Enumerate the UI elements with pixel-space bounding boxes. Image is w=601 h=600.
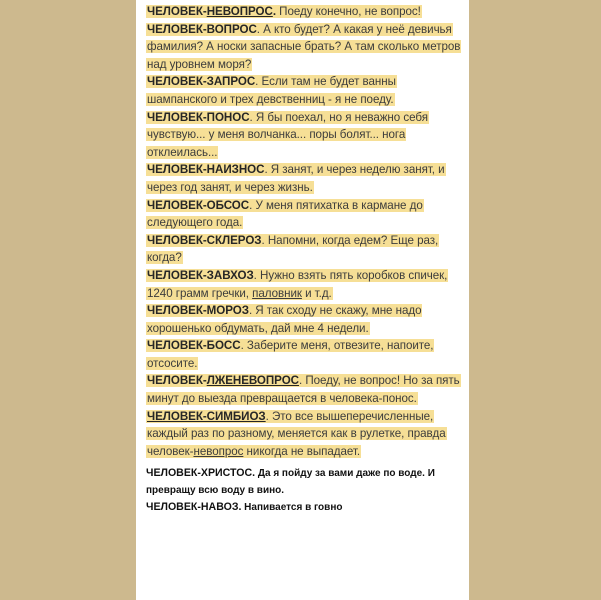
entry-term: ЧЕЛОВЕК-ЗАВХОЗ [147, 268, 254, 282]
underlined-word: паловник [252, 286, 302, 300]
entry-skleroz [146, 232, 464, 267]
entry-term: ЧЕЛОВЕК-МОРОЗ [147, 304, 249, 318]
entry-term: ЧЕЛОВЕК-СИМБИОЗ [147, 409, 266, 423]
entry-lzhenevopros [146, 372, 464, 407]
entry-definition: . Заберите меня, отвезите, напоите, отсосите. [147, 339, 434, 370]
entry-definition: . Поеду, не вопрос! Но за пять минут до выезда превращается в человека-понос. [147, 374, 460, 406]
entry-zavhoz: ЧЕЛОВЕК-ЗАВХОЗ. Нужно взять пять коробков спичек, 1240 грамм гречки, паловник и т.д. [147, 268, 448, 300]
entry-definition: Напивается в говно [241, 502, 343, 514]
entry-definition: . Я занят, и через неделю занят, и через год занят, и через жизнь. [147, 163, 445, 194]
entry-boss [146, 337, 464, 372]
underlined-word: ЛЖЕНЕВОПРОС [206, 374, 299, 388]
entry-term: ЧЕЛОВЕК-БОСС [147, 339, 241, 353]
underlined-word: НЕВОПРОС [206, 5, 273, 18]
entry-term: ЧЕЛОВЕК-НАВОЗ. [146, 501, 242, 514]
entry-navoz [146, 499, 464, 516]
entry-ponos [146, 109, 464, 162]
entry-definition: . Я бы поехал, но я неважно себя чувствую... у меня волчанка... поры болят... нога отклеилась... [147, 110, 428, 159]
entry-term: ЧЕЛОВЕК-ХРИСТОС. [146, 467, 256, 480]
entry-obsos [146, 197, 464, 232]
entry-hristos [146, 465, 464, 499]
entry-moroz [146, 302, 464, 337]
entry-term: ЧЕЛОВЕК-ПОНОС [147, 110, 250, 124]
entry-definition: . Напомни, когда едем? Еще раз, когда? [147, 233, 439, 265]
entry-definition: . Это все вышеперечисленные, каждый раз по разному, меняется как в рулетке, правда человек- [147, 409, 446, 458]
entry-simbioz: ЧЕЛОВЕК-СИМБИОЗ. Это все вышеперечисленные, каждый раз по разному, меняется как в рулетке, правда человек-невопрос никогда не выпадает. [147, 409, 446, 458]
entry-definition: Да я пойду за вами даже по воде. И превращу всю воду в вино. [146, 468, 435, 497]
entry-definition: Поеду конечно, не вопрос! [275, 5, 421, 18]
entry-term: ЧЕЛОВЕК-НЕВОПРОС. [147, 5, 276, 18]
entry-naiznos [146, 161, 464, 196]
entry-term: ЧЕЛОВЕК-ВОПРОС [147, 22, 257, 36]
entry-definition: . Нужно взять пять коробков спичек, 1240 грамм гречки, [147, 268, 448, 300]
entry-definition: . Если там не будет ванны шампанского и трех девственниц - я не поеду. [147, 75, 396, 106]
entry-zapros [146, 73, 464, 108]
entry-definition: . А кто будет? А какая у неё девичья фамилия? А носки запасные брать? А там сколько метров над уровнем моря? [147, 22, 461, 71]
entry-list [146, 3, 464, 516]
entry-definition: . Я так сходу не скажу, мне надо хорошенько обдумать, дай мне 4 недели. [147, 304, 422, 335]
entry-term: ЧЕЛОВЕК-НАИЗНОС [147, 163, 265, 177]
entry-nevopros [146, 3, 464, 21]
entry-vopros [146, 21, 464, 74]
entry-term: ЧЕЛОВЕК-ЛЖЕНЕВОПРОС [147, 374, 299, 388]
entry-definition: . У меня пятихатка в кармане до следующего года. [147, 198, 423, 230]
entry-term: ЧЕЛОВЕК-ЗАПРОС [147, 75, 256, 89]
entry-term: ЧЕЛОВЕК-ОБСОС [147, 198, 250, 212]
entry-term: ЧЕЛОВЕК-СКЛЕРОЗ [147, 233, 262, 247]
underlined-word: невопрос [193, 444, 244, 458]
document-page [136, 0, 469, 600]
